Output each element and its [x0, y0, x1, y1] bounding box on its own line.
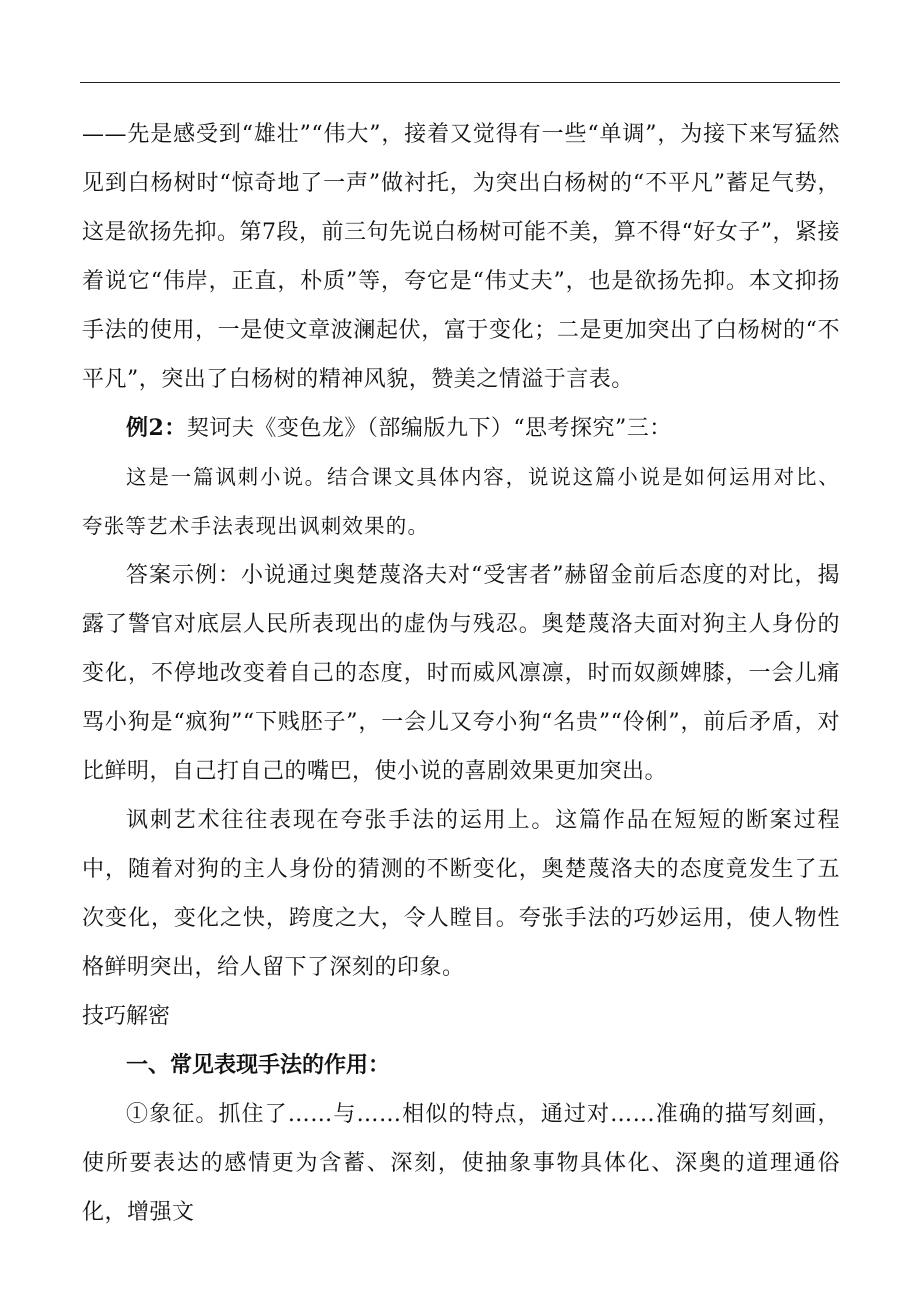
- example-2-heading: [82, 404, 840, 453]
- paragraph-satire: 讽刺艺术往往表现在夸张手法的运用上。这篇作品在短短的断案过程中，随着对狗的主人身份的猜测的不断变化，奥楚蔑洛夫的态度竟发生了五次变化，变化之快，跨度之大，令人瞠目。夸张手法的巧妙运用，使人物性格鲜明突出，给人留下了深刻的印象。: [82, 808, 840, 980]
- heading-tips: 技巧解密: [82, 1004, 171, 1029]
- document-body: [82, 110, 840, 1237]
- example-2-source: 契诃夫《变色龙》（部编版九下）“思考探究”三：: [186, 416, 672, 441]
- heading-section-1: 一、常见表现手法的作用：: [126, 1052, 391, 1078]
- paragraph-baiyang-analysis: ——先是感受到“雄壮”“伟大”，接着又觉得有一些“单调”，为接下来写猛然见到白杨树时“惊奇地了一声”做衬托，为突出白杨树的“不平凡”蓄足气势，这是欲扬先抑。第7段，前三句先说白杨树可能不美，算不得“好女子”，紧接着说它“伟岸，正直，朴质”等，夸它是“伟丈夫”，也是欲扬先抑。本文抑扬手法的使用，一是使文章波澜起伏，富于变化；二是更加突出了白杨树的“不平凡”，突出了白杨树的精神风貌，赞美之情溢于言表。: [82, 122, 840, 392]
- question-text: 这是一篇讽刺小说。结合课文具体内容，说说这篇小说是如何运用对比、夸张等艺术手法表现出讽刺效果的。: [82, 465, 840, 538]
- example-2-label: 例2：: [126, 415, 187, 441]
- answer-example: 答案示例：小说通过奥楚蔑洛夫对“受害者”赫留金前后态度的对比，揭露了警官对底层人民所表现出的虚伪与残忍。奥楚蔑洛夫面对狗主人身份的变化，不停地改变着自己的态度，时而威风凛凛，时而奴颜婢膝，一会儿痛骂小狗是“疯狗”“下贱胚子”，一会儿又夸小狗“名贵”“伶俐”，前后矛盾，对比鲜明，自己打自己的嘴巴，使小说的喜剧效果更加突出。: [82, 563, 840, 784]
- header-rule: [80, 82, 840, 83]
- paragraph-symbolism: ①象征。抓住了……与……相似的特点，通过对……准确的描写刻画，使所要表达的感情更为含蓄、深刻，使抽象事物具体化、深奥的道理通俗化，增强文: [82, 1102, 840, 1225]
